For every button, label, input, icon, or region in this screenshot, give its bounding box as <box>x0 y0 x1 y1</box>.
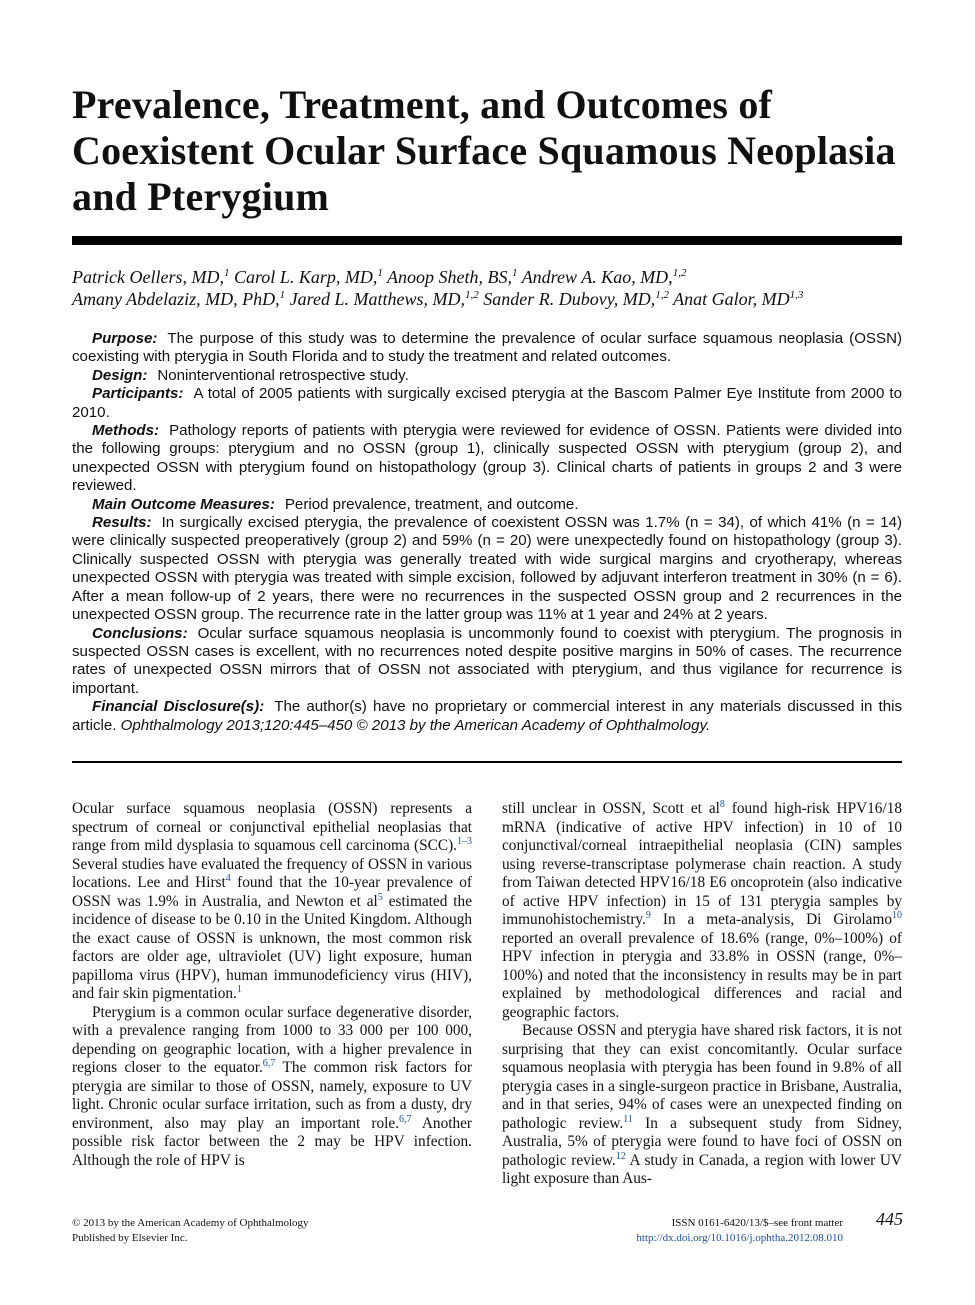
abstract-purpose <box>72 330 902 367</box>
author: Carol L. Karp, MD, <box>233 267 378 287</box>
author: Jared L. Matthews, MD, <box>289 289 465 309</box>
author-list <box>72 266 902 310</box>
affiliation-mark: 1,3 <box>789 289 804 301</box>
body-paragraph: Ocular surface squamous neoplasia (OSSN) represents a spectrum of corneal or conjunctival epithelial neoplasias that range from mild dysplasia to squamous cell carcinoma (SCC).$^{1-3}$ Several studies have evaluated the frequency of OSSN in various locations. Lee and Hirst$^4$ found that the 10-year prevalence of OSSN was 1.9% in Australia, and Newton et $al^5$ estimated the incidence of disease to be 0.10 in the United Kingdom. Although the exact cause of OSSN is unknown, the most common risk factors are older age, ultraviolet (UV) light exposure, human papilloma virus (HPV), human immunodeficiency virus (HIV), and fair skin pigmentation.$^1$ <box>72 800 472 1002</box>
abstract-design <box>72 367 902 385</box>
reference-link[interactable]: 5 <box>377 891 383 903</box>
affiliation-mark: 1 <box>512 267 518 279</box>
section-label: Conclusions: <box>92 624 188 642</box>
affiliation-mark: 1,2 <box>672 267 687 279</box>
issn-text: ISSN 0161-6420/13/$–see front matter <box>671 1217 843 1229</box>
section-label: Results: <box>92 514 152 532</box>
abstract-outcome-measures <box>72 496 902 514</box>
section-text: Noninterventional retrospective study. <box>157 366 409 384</box>
body-paragraph: Pterygium is a common ocular surface degenerative disorder, with a prevalence ranging from 1000 to 33 000 per 100 000, depending on geographic location, with a higher prevalence in regions closer to the equator.$^{6,7}$ The common risk factors for pterygia are similar to those of OSSN, namely, exposure to UV light. Chronic ocular surface irritation, such as from a dusty, dry environment, also may play an important role.$^{6,7}$ Another possible risk factor between the 2 may be HPV infection. Although the role of HPV is <box>72 1003 473 1169</box>
footer-right <box>636 1216 843 1246</box>
reference-link[interactable]: 10 <box>892 909 902 921</box>
section-text: Ocular surface squamous neoplasia is uncommonly found to coexist with pterygium. The prognosis in suspected OSSN cases is excellent, with no recurrences noted despite positive margins in 50% of cases. The recurrence rates of unexpected OSSN mirrors that of OSSN not associated with pterygium, and thus vigilance for recurrence is important. <box>72 624 902 697</box>
publisher-text: Published by Elsevier Inc. <box>72 1232 188 1244</box>
affiliation-mark: 1 <box>377 267 383 279</box>
section-label: Methods: <box>92 422 160 440</box>
section-text: A total of 2005 patients with surgically excised pterygia at the Bascom Palmer Eye Institute from 2000 to 2010. <box>72 385 902 421</box>
body-column-right <box>502 800 902 1189</box>
body-paragraph: still unclear in OSSN, Scott et $al^8$ found high-risk HPV16/18 mRNA (indicative of active HPV infection) in 10 of 10 conjunctival/corneal intraepithelial neoplasia (CIN) samples using reverse-transcriptase polymerase chain reaction. A study from Taiwan detected HPV16/18 E6 oncoprotein (also indicative of active HPV infection) in 15 of 131 pterygia samples by immunohistochemistry.$^9$ In a meta-analysis, Di Girolamo$^{10}$ reported an overall prevalence of 18.6% (range, 0%–100%) of HPV infection in pterygia and 33.8% in OSSN (range, 0%–100%) and noted that the inconsistency in results may be in part explained by methodological differences and racial and geographic factors. <box>502 798 902 1021</box>
page-number: 445 <box>876 1209 903 1229</box>
abstract-rule <box>72 761 902 763</box>
section-label: Financial Disclosure(s): <box>92 698 265 716</box>
reference-link[interactable]: 11 <box>623 1113 633 1125</box>
section-label: Participants: <box>92 385 184 403</box>
section-label: Main Outcome Measures: <box>92 495 275 513</box>
section-label: Design: <box>92 366 148 384</box>
footer-left <box>72 1216 309 1246</box>
reference-link[interactable]: 9 <box>645 909 651 921</box>
journal-citation: Ophthalmology 2013;120:445–450 © 2013 by the American Academy of Ophthalmology. <box>120 716 711 734</box>
section-text: The author(s) have no proprietary or commercial interest in any materials discussed in this article. <box>72 698 902 734</box>
reference-link[interactable]: 1–3 <box>457 835 472 847</box>
abstract-methods <box>72 422 902 496</box>
title-rule <box>72 236 902 245</box>
reference-link[interactable]: 8 <box>719 798 725 810</box>
abstract-results <box>72 514 902 624</box>
reference-link[interactable]: 4 <box>225 872 231 884</box>
section-text: Period prevalence, treatment, and outcome. <box>284 495 579 513</box>
section-label: Purpose: <box>92 330 158 347</box>
author: Amany Abdelaziz, MD, PhD, <box>72 289 280 309</box>
author: Anoop Sheth, BS, <box>387 267 512 287</box>
body-paragraph: Because OSSN and pterygia have shared risk factors, it is not surprising that they can exist concomitantly. Ocular surface squamous neoplasia with pterygia has been found in 9.8% of all pterygia cases in a single-surgeon practice in Brisbane, Australia, and in that series, 94% of cases were an unexpected finding on pathologic review.$^{11}$ In a subsequent study from Sidney, Australia, 5% of pterygia were found to have foci of OSSN on pathologic review.$^{12}$ A study in Canada, a region with lower UV light exposure than Aus- <box>502 1022 902 1187</box>
author: Anat Galor, MD <box>673 289 790 309</box>
reference-link[interactable]: 1 <box>236 983 242 995</box>
abstract-conclusions <box>72 625 902 699</box>
affiliation-mark: 1 <box>223 267 230 279</box>
doi-link[interactable]: http://dx.doi.org/10.1016/j.ophtha.2012.08.010 <box>636 1232 843 1244</box>
section-text: The purpose of this study was to determine the prevalence of ocular surface squamous neoplasia (OSSN) coexisting with pterygia in South Florida and to study the treatment and related outcomes. <box>72 330 902 366</box>
reference-link[interactable]: 6,7 <box>399 1113 412 1125</box>
copyright-text: © 2013 by the American Academy of Ophthalmology <box>72 1217 309 1229</box>
article-title: Prevalence, Treatment, and Outcomes of Coexistent Ocular Surface Squamous Neoplasia and Pterygium <box>72 82 896 219</box>
reference-link[interactable]: 12 <box>615 1150 626 1162</box>
affiliation-mark: 1 <box>279 289 286 301</box>
abstract <box>72 330 902 735</box>
author: Sander R. Dubovy, MD, <box>483 289 656 309</box>
body-column-left <box>72 800 472 1170</box>
reference-link[interactable]: 6,7 <box>262 1057 276 1069</box>
abstract-financial-disclosure <box>72 698 902 735</box>
abstract-participants <box>72 385 902 422</box>
author: Patrick Oellers, MD, <box>72 267 224 287</box>
author: Andrew A. Kao, MD, <box>521 267 673 287</box>
section-text: In surgically excised pterygia, the prevalence of coexistent OSSN was 1.7% (n = 34), of which 41% (n = 14) were clinically suspected preoperatively (group 2) and 59% (n = 20) were unexpectedly found on histopathology (group 3). Clinically suspected OSSN with pterygia was generally treated with wide surgical margins and cryotherapy, whereas unexpected OSSN with pterygia was treated with simple excision, followed by adjuvant interferon treatment in 30% (n = 6). After a mean follow-up of 2 years, there were no recurrences in the suspected OSSN group and 2 recurrences in the unexpected OSSN group. The recurrence rate in the latter group was 11% at 1 year and 24% at 2 years. <box>72 514 902 624</box>
affiliation-mark: 1,2 <box>464 289 479 301</box>
affiliation-mark: 1,2 <box>655 289 669 301</box>
section-text: Pathology reports of patients with pterygia were reviewed for evidence of OSSN. Patients were divided into the following groups: pterygium and no OSSN (group 1), clinically suspected OSSN with pterygium (group 2), and unexpected OSSN with pterygium found on histopathology (group 3). Clinical charts of patients in groups 2 and 3 were reviewed. <box>72 422 902 495</box>
